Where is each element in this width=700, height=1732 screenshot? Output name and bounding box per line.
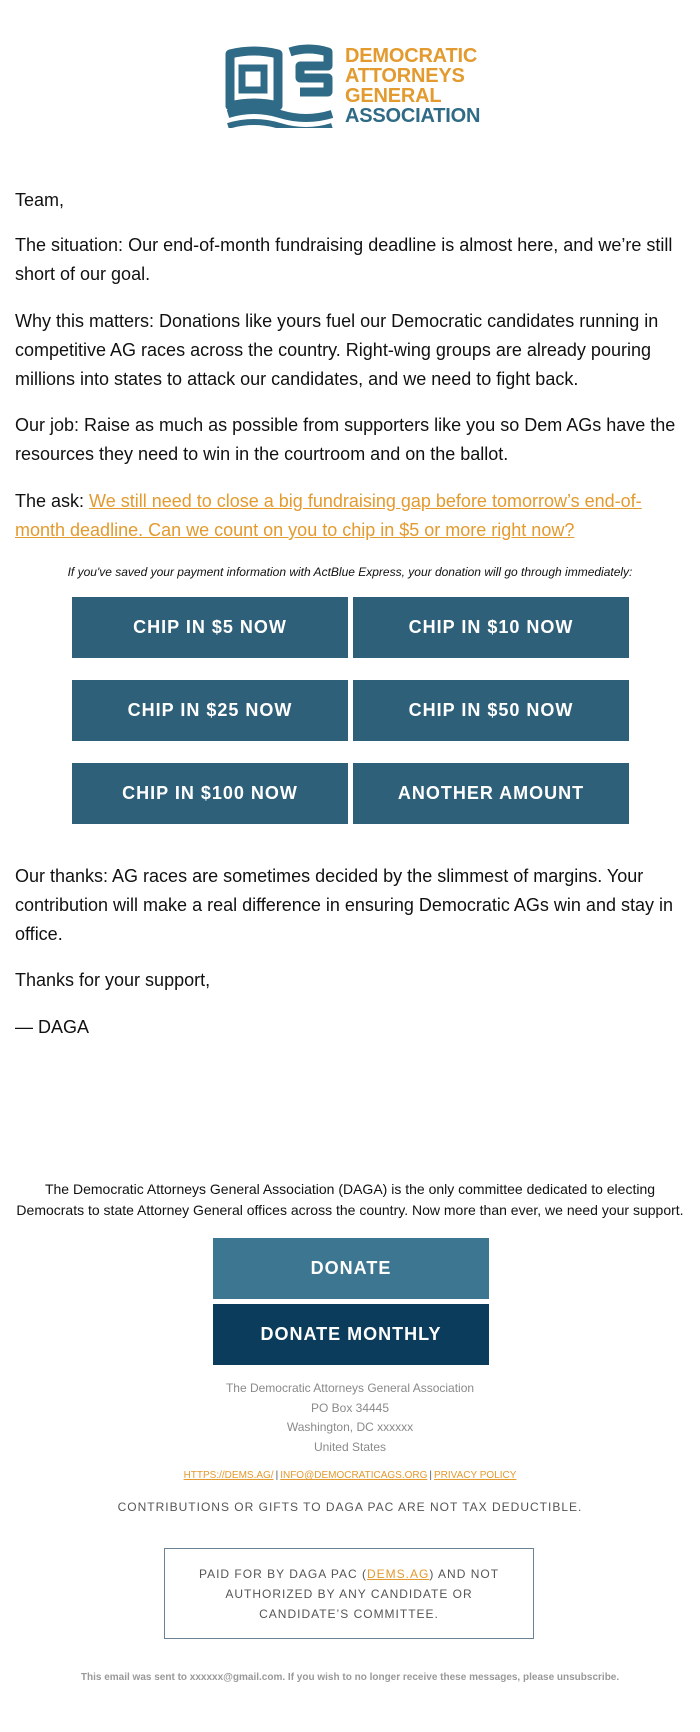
ask-prefix: The ask:: [15, 491, 90, 511]
tax-disclaimer: CONTRIBUTIONS OR GIFTS TO DAGA PAC ARE NOT TAX DEDUCTIBLE.: [117, 1500, 583, 1514]
donate-button[interactable]: DONATE: [213, 1238, 489, 1299]
thanks-paragraph: [15, 862, 685, 949]
link-separator: |: [429, 1470, 432, 1481]
thanks-text: Our thanks: AG races are sometimes decided by the slimmest of margins. Your contribution will make a real difference in ensuring Democratic AGs win and stay in office.: [15, 866, 673, 944]
why-paragraph: [15, 307, 685, 394]
donate-monthly-button[interactable]: DONATE MONTHLY: [213, 1304, 489, 1365]
address-line-4: United States: [313, 1439, 387, 1454]
chip-5-button[interactable]: CHIP IN $5 NOW: [72, 597, 348, 658]
address-line-2: PO Box 34445: [310, 1400, 390, 1415]
logo-line-1: DEMOCRATIC: [345, 45, 478, 67]
chip-100-button[interactable]: CHIP IN $100 NOW: [72, 763, 348, 824]
support-line: [15, 966, 685, 995]
logo-line-2: ATTORNEYS: [345, 65, 465, 87]
paid-for-disclaimer-box: [164, 1548, 534, 1639]
greeting-text: Team,: [15, 190, 65, 210]
email-link[interactable]: INFO@DEMOCRATICAGS.ORG: [280, 1470, 428, 1481]
mailing-address: [0, 1379, 700, 1457]
signoff: [15, 1013, 685, 1042]
address-line-3: Washington, DC xxxxxx: [286, 1420, 414, 1434]
job-paragraph: [15, 411, 685, 469]
chip-25-button[interactable]: CHIP IN $25 NOW: [72, 680, 348, 741]
logo-wordmark: [345, 46, 480, 126]
logo-line-3: GENERAL: [345, 85, 442, 107]
daga-logo[interactable]: [224, 44, 484, 128]
job-text: Our job: Raise as much as possible from supporters like you so Dem AGs have the resources they need to win in the courtroom and on the ballot.: [15, 415, 676, 464]
daga-flag-logo-icon: [224, 44, 339, 128]
signoff-text: — DAGA: [15, 1017, 90, 1037]
paid-prefix: PAID FOR BY DAGA PAC (: [198, 1566, 368, 1581]
logo-line-4: ASSOCIATION: [345, 105, 481, 127]
dems-ag-link[interactable]: DEMS.AG: [367, 1566, 430, 1581]
why-text: Why this matters: Donations like yours fuel our Democratic candidates running in competitive AG races across the country. Right-wing groups are already pouring millions into states to attack our candidates, and we need to fight back.: [15, 311, 659, 389]
chip-10-button[interactable]: CHIP IN $10 NOW: [353, 597, 629, 658]
ask-paragraph: [15, 487, 685, 545]
address-line-1: The Democratic Attorneys General Association: [225, 1381, 475, 1395]
situation-text: The situation: Our end-of-month fundraising deadline is almost here, and we’re still short of our goal.: [15, 235, 673, 284]
ask-text: [15, 487, 685, 545]
express-note: If you've saved your payment information with ActBlue Express, your donation will go through immediately:: [67, 565, 633, 579]
paid-suffix: ) AND NOT AUTHORIZED BY ANY CANDIDATE OR CANDIDATE’S COMMITTEE.: [225, 1566, 500, 1621]
ask-link[interactable]: We still need to close a big fundraising gap before tomorrow’s end-of-month deadline. Can we count on you to chip in $5 or more right now?: [15, 491, 642, 540]
website-link[interactable]: HTTPS://DEMS.AG/: [183, 1470, 274, 1481]
another-amount-button[interactable]: ANOTHER AMOUNT: [353, 763, 629, 824]
support-text: Thanks for your support,: [15, 970, 211, 990]
footer-links: [0, 1470, 700, 1481]
greeting: [15, 186, 685, 215]
unsubscribe-note: This email was sent to xxxxxx@gmail.com. If you wish to no longer receive these messages, please unsubscribe.: [80, 1672, 620, 1683]
situation-paragraph: [15, 231, 685, 289]
footer-blurb: The Democratic Attorneys General Association (DAGA) is the only committee dedicated to electing Democrats to state Attorney General offices across the country. Now more than ever, we need your support.: [16, 1181, 684, 1218]
chip-50-button[interactable]: CHIP IN $50 NOW: [353, 680, 629, 741]
link-separator: |: [275, 1470, 279, 1481]
privacy-policy-link[interactable]: PRIVACY POLICY: [434, 1470, 517, 1481]
paid-for-text: [179, 1564, 519, 1624]
